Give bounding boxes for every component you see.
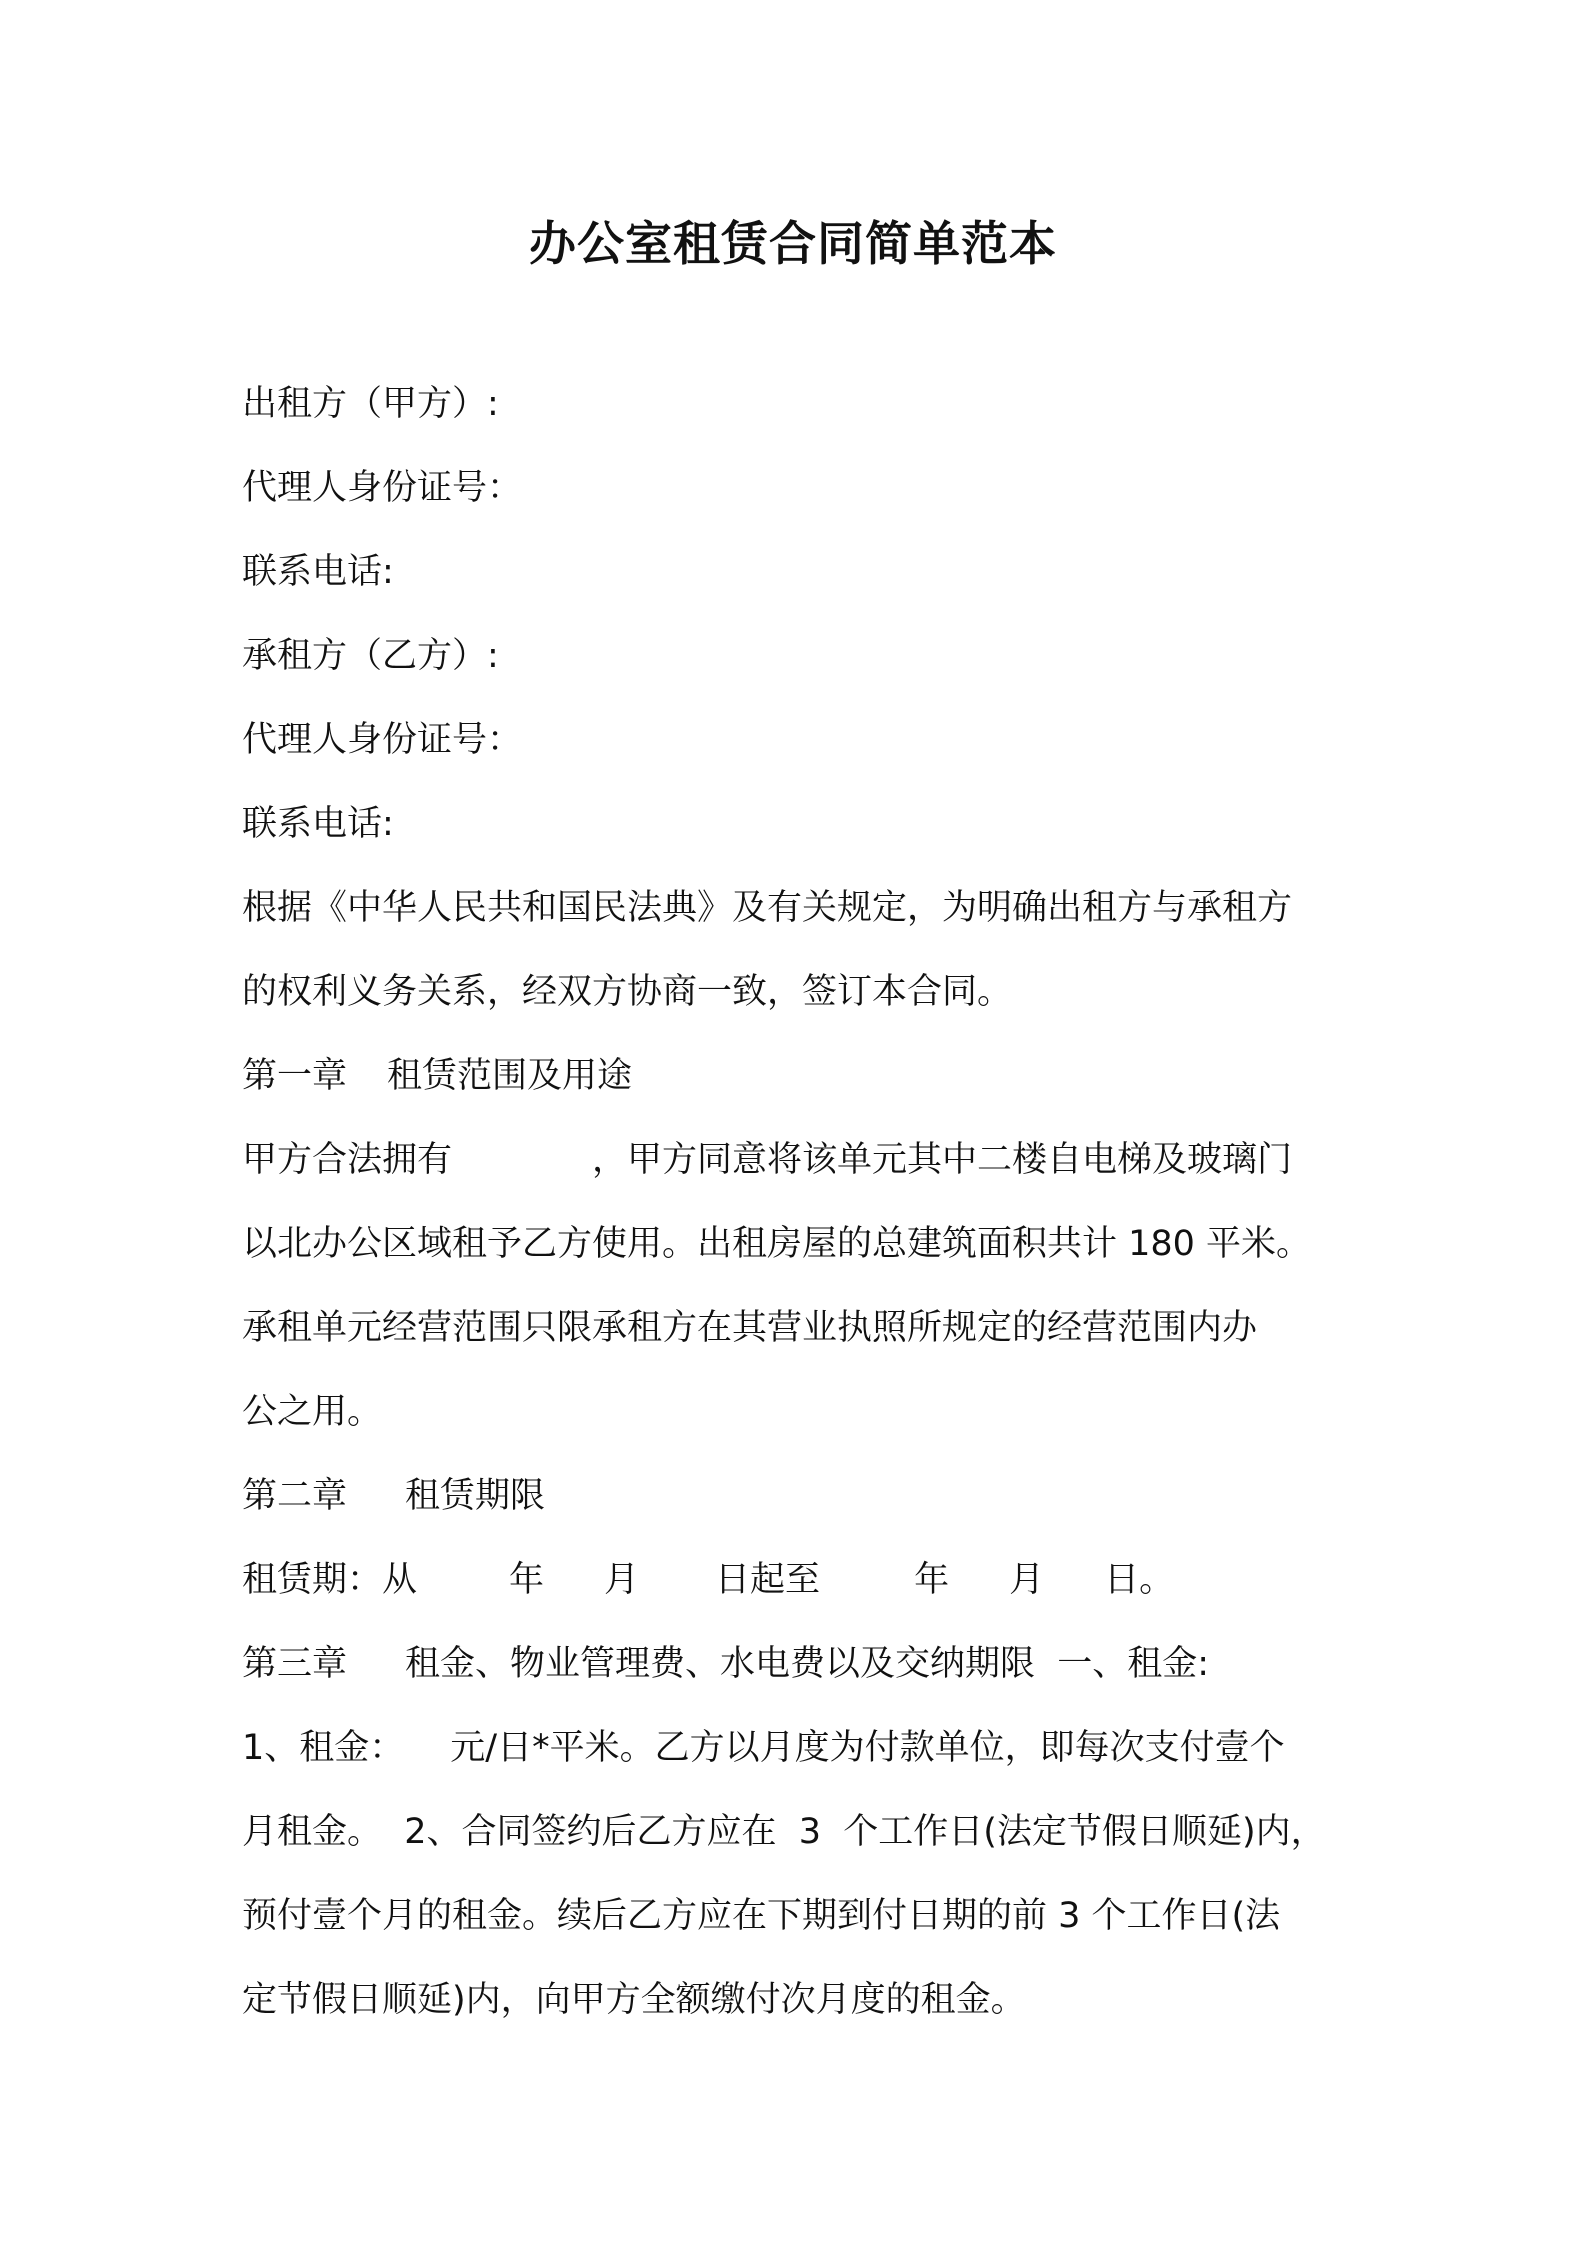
term-label: 租赁期：从 <box>242 1560 418 1600</box>
lessor-line: 出租方（甲方）: <box>242 384 499 424</box>
chapter-1-line-1-b: ，甲方同意将该单元其中二楼自电梯及玻璃门 <box>592 1140 1293 1180</box>
term-day-2: 日。 <box>1104 1560 1175 1600</box>
term-day-1: 日起至 <box>715 1560 821 1600</box>
preamble-line-1: 根据《中华人民共和国民法典》及有关规定，为明确出租方与承租方 <box>242 888 1293 928</box>
chapter-1-line-1 <box>242 1118 1362 1202</box>
chapter-1-line-2: 以北办公区域租予乙方使用。出租房屋的总建筑面积共计 180 平米。 <box>242 1224 1312 1264</box>
lessor-agent-id-line: 代理人身份证号： <box>242 468 523 508</box>
chapter-2-title: 租赁期限 <box>405 1476 546 1516</box>
rent-line-3: 预付壹个月的租金。续后乙方应在下期到付日期的前 3 个工作日(法 <box>242 1896 1281 1936</box>
chapter-1-number: 第一章 <box>242 1056 348 1096</box>
term-month-1: 月 <box>604 1560 640 1600</box>
rent-line-1-a: 1、租金： <box>242 1728 405 1768</box>
term-year-1: 年 <box>509 1560 545 1600</box>
lessee-line: 承租方（乙方）: <box>242 636 499 676</box>
preamble-line-2: 的权利义务关系，经双方协商一致，签订本合同。 <box>242 972 1013 1012</box>
lessor-phone-line: 联系电话: <box>242 552 394 592</box>
term-year-2: 年 <box>914 1560 950 1600</box>
chapter-1-line-3: 承租单元经营范围只限承租方在其营业执照所规定的经营范围内办 <box>242 1308 1258 1348</box>
chapter-3-heading <box>242 1622 1362 1706</box>
rent-line-4: 定节假日顺延)内，向甲方全额缴付次月度的租金。 <box>242 1980 1026 2020</box>
chapter-1-line-4: 公之用。 <box>242 1392 383 1432</box>
term-month-2: 月 <box>1009 1560 1045 1600</box>
lessee-agent-id-line: 代理人身份证号： <box>242 720 523 760</box>
chapter-2-heading <box>242 1454 1362 1538</box>
chapter-3-number: 第三章 <box>242 1644 348 1684</box>
rent-line-1 <box>242 1706 1362 1790</box>
rent-line-2: 月租金。 2、合同签约后乙方应在 3 个工作日(法定节假日顺延)内， <box>242 1812 1326 1852</box>
term-line <box>242 1538 1362 1622</box>
chapter-2-number: 第二章 <box>242 1476 348 1516</box>
rent-line-1-b: 元/日*平米。乙方以月度为付款单位，即每次支付壹个 <box>450 1728 1285 1768</box>
lessee-phone-line: 联系电话: <box>242 804 394 844</box>
contract-body <box>242 362 1362 2042</box>
chapter-1-line-1-a: 甲方合法拥有 <box>242 1140 453 1180</box>
chapter-1-heading <box>242 1034 1362 1118</box>
page-title: 办公室租赁合同简单范本 <box>529 217 1057 272</box>
chapter-3-title: 租金、物业管理费、水电费以及交纳期限 一、租金: <box>405 1644 1210 1684</box>
chapter-1-title: 租赁范围及用途 <box>387 1056 633 1096</box>
